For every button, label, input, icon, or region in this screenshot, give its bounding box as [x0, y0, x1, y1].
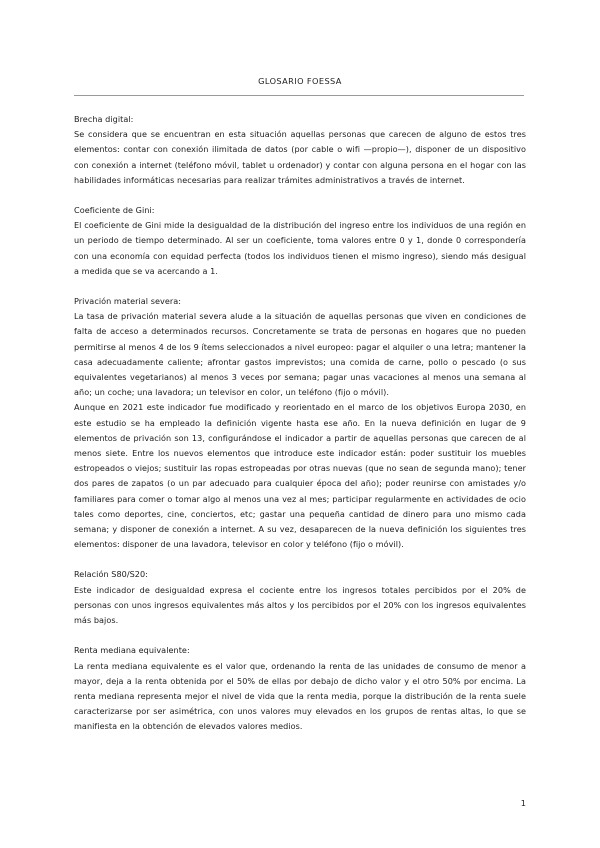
entry-term: Coeficiente de Gini:	[74, 205, 155, 216]
header-divider	[74, 95, 524, 96]
glossary-entry	[74, 567, 526, 628]
entry-paragraph: El coeficiente de Gini mide la desigualdad de la distribución del ingreso entre los individuos de una región en un periodo de tiempo determinado. Al ser un coeficiente, toma valores entre 0 y 1, donde 0 correspondería con una economía con equidad perfecta (todos los individuos tienen el mismo ingreso), siendo más desigual a medida que se va acercando a 1.	[74, 220, 526, 276]
glossary-entry	[74, 112, 526, 188]
entry-paragraph: Aunque en 2021 este indicador fue modificado y reorientado en el marco de los objetivos Europa 2030, en este estudio se ha empleado la definición vigente hasta ese año. En la nueva definición en lugar de 9 elementos de privación son 13, configurándose el indicador a partir de aquellas personas que carecen de al menos siete. Entre los nuevos elementos que introduce este indicador están: poder sustituir los muebles estropeados o viejos; sustituir las ropas estropeadas por otras nuevas (que no sean de segunda mano); tener dos pares de zapatos (o un par adecuado para cualquier época del año); poder reunirse con amistades y/o familiares para comer o tomar algo al menos una vez al mes; participar regularmente en actividades de ocio tales como deportes, cine, conciertos, etc; gastar una pequeña cantidad de dinero para uno mismo cada semana; y disponer de conexión a internet. A su vez, desaparecen de la nueva definición los siguientes tres elementos: disponer de una lavadora, televisor en color y teléfono (fijo o móvil).	[74, 402, 526, 550]
entry-paragraph: Este indicador de desigualdad expresa el cociente entre los ingresos totales percibidos por el 20% de personas con unos ingresos equivalentes más altos y los percibidos por el 20% con los ingresos equivalentes más bajos.	[74, 584, 526, 626]
glossary-entry	[74, 203, 526, 279]
page-number: 1	[520, 798, 526, 808]
entry-paragraph: La renta mediana equivalente es el valor que, ordenando la renta de las unidades de consumo de menor a mayor, deja a la renta obtenida por el 50% de ellas por debajo de dicho valor y el otro 50% por encima. La renta mediana representa mejor el nivel de vida que la renta media, porque la distribución de la renta suele caracterizarse por ser asimétrica, con unos valores muy elevados en los grupos de rentas altas, lo que se manifiesta en la obtención de elevados valores medios.	[74, 660, 526, 732]
entry-term: Brecha digital:	[74, 114, 134, 124]
glossary-entry	[74, 643, 526, 734]
entry-term: Relación S80/S20:	[74, 569, 148, 580]
entry-paragraph: Se considera que se encuentran en esta situación aquellas personas que carecen de alguno de estos tres elementos: contar con conexión ilimitada de datos (por cable o wifi —propio—), disponer de un dispositivo con conexión a internet (teléfono móvil, tablet u ordenador) y contar con alguna persona en el hogar con las habilidades informáticas necesarias para realizar trámites administrativos a través de internet.	[74, 129, 526, 185]
entry-paragraph: La tasa de privación material severa alude a la situación de aquellas personas que viven en condiciones de falta de acceso a determinados recursos. Concretamente se trata de personas en hogares que no pueden permitirse al menos 4 de los 9 ítems seleccionados a nivel europeo: pagar el alquiler o una letra; mantener la casa adecuadamente caliente; afrontar gastos imprevistos; una comida de carne, pollo o pescado (o sus equivalentes vegetarianos) al menos 3 veces por semana; pagar unas vacaciones al menos una semana al año; un coche; una lavadora; un televisor en color, un teléfono (fijo o móvil).	[74, 311, 526, 398]
glossary-content	[74, 112, 526, 750]
entry-term: Renta mediana equivalente:	[74, 645, 190, 656]
glossary-entry	[74, 294, 526, 552]
page-header: GLOSARIO FOESSA	[258, 76, 342, 86]
entry-term: Privación material severa:	[74, 296, 182, 307]
